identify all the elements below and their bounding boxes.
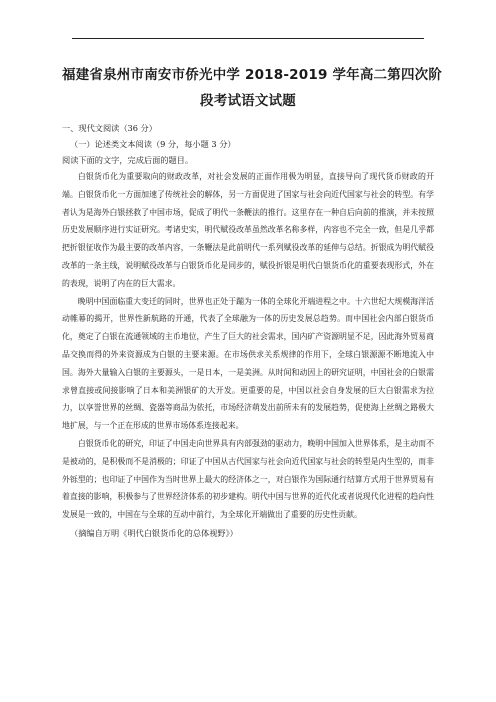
paragraph: 白银货币化为重要取向的财政改革，对社会发展的正面作用极为明显，直接导向了现代货币财政的开端。白银货币化一方面加速了传统社会的解体，另一方面促进了国家与社会向近代国家与社会的转型。有学者认为是海外白银拯救了中国市场，促成了明代一条鞭法的推行。这里存在一种自后向前的推演，并未按照历史发展顺序进行实证研究。考诸史实，明代赋役改革虽然改革名称多样，内容也不完全一致，但是几乎都把折银征收作为最主要的改革内容，一条鞭法是此前明代一系列赋役改革的延伸与总结。折银成为明代赋役改革的一条主线，说明赋役改革与白银货币化是同步的，赋役折银是明代白银货币化的重要表现形式，外在的表现，说明了内在的巨大需求。 (62, 172, 434, 288)
title-line-2: 段考试语文试题 (200, 93, 296, 109)
reading-instruction: 阅读下面的文字，完成后面的题目。 (62, 155, 194, 165)
paragraph: 白银货币化的研究，印证了中国走向世界具有内部强劲的驱动力，晚明中国加入世界体系，是主动而不是被动的，是积极而不是消极的；印证了中国从古代国家与社会向近代国家与社会的转型是内生型的，而非外铄型的；也印证了中国作为当时世界上最大的经济体之一，对白银作为国际通行结算方式用于世界贸易有着直接的影响，积极参与了世界经济体系的初步建构。明代中国与世界的近代化或者说现代化进程的趋向性发展是一致的，中国在与全球的互动中前行，为全球化开端做出了重要的历史性贡献。 (62, 438, 434, 520)
title-line-1: 福建省泉州市南安市侨光中学 2018-2019 学年高二第四次阶 (62, 67, 443, 83)
sub-heading: （一）论述类文本阅读（9 分，每小题 3 分） (70, 139, 236, 149)
paragraph: 晚明中国面临重大变迁的同时，世界也正处于蹦为一体的全球化开端进程之中。十六世纪大规模海洋活动帷幕的揭开，世界性新航路的开通，代表了全球融为一体的历史发展总趋势。而中国社会内部白银货币化，奠定了白银在流通领域的主币地位，产生了巨大的社会需求，国内矿产资源明显不足，因此海外贸易商品交换而得的外来资源成为白银的主要来源。在市场供求关系规律的作用下，全球白银源源不断地流入中国。海外大量输入白银的主要源头，一是日本，一是美洲。从时间和动因上的研究证明，中国社会的白银需求曾直接或间接影响了日本和美洲银矿的大开发。更重要的是，中国以社会自身发展的巨大白银需求为拉力，以享誉世界的丝绸、瓷器等商品为依托，市场经济萌发出前所未有的发展趋势，促使海上丝绸之路极大地扩展，与一个正在形成的世界市场体系连接起来。 (62, 296, 434, 431)
document-title (62, 62, 443, 114)
source-citation: （摘编自万明《明代白银货币化的总体视野》） (70, 527, 238, 538)
header-rule (72, 38, 424, 39)
document-page (62, 62, 443, 542)
section-heading: 一、现代文阅读（36 分） (62, 123, 157, 133)
